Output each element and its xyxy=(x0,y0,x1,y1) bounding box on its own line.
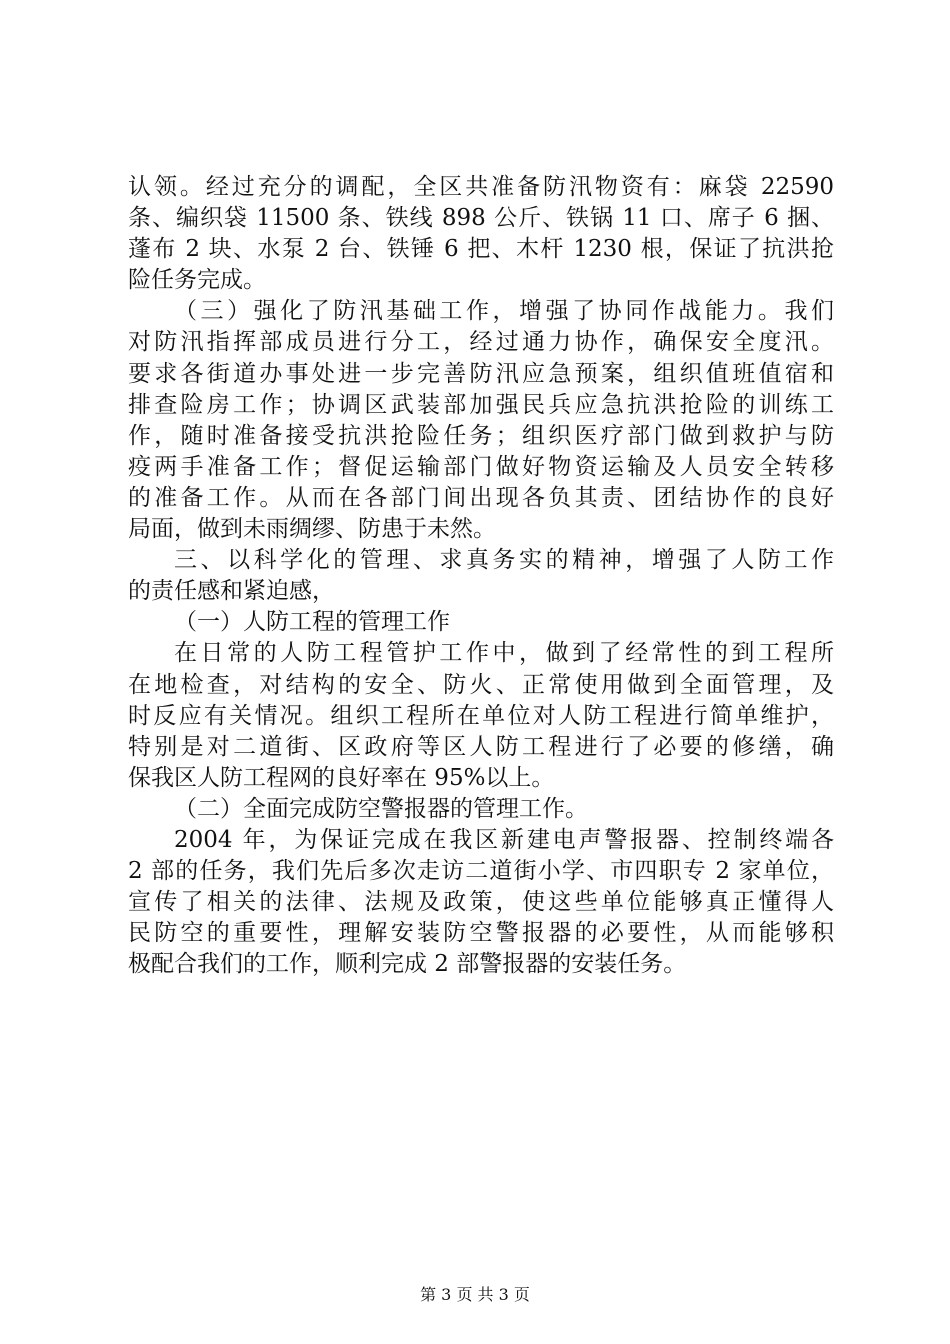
text-line: 在地检查，对结构的安全、防火、正常使用做到全面管理，及 xyxy=(128,671,834,698)
text-line: 极配合我们的工作，顺利完成 2 部警报器的安装任务。 xyxy=(128,951,687,978)
text-line: 局面，做到未雨绸缪、防患于未然。 xyxy=(128,516,496,543)
text-line: （二）全面完成防空警报器的管理工作。 xyxy=(174,795,588,822)
text-line: 对防汛指挥部成员进行分工，经过通力协作，确保安全度汛。 xyxy=(128,329,834,356)
text-line: 保我区人防工程网的良好率在 95%以上。 xyxy=(128,764,555,791)
text-line: 作，随时准备接受抗洪抢险任务；组织医疗部门做到救护与防 xyxy=(128,422,834,449)
page-footer: 第 3 页 共 3 页 xyxy=(420,1285,530,1304)
text-line: 的准备工作。从而在各部门间出现各负其责、团结协作的良好 xyxy=(128,484,834,511)
text-line: 蓬布 2 块、水泵 2 台、铁锤 6 把、木杆 1230 根，保证了抗洪抢 xyxy=(128,236,834,263)
text-line: 2 部的任务，我们先后多次走访二道街小学、市四职专 2 家单位， xyxy=(128,858,834,885)
text-line: 在日常的人防工程管护工作中，做到了经常性的到工程所 xyxy=(174,640,834,667)
body-text xyxy=(128,172,834,980)
text-line: 疫两手准备工作；督促运输部门做好物资运输及人员安全转移 xyxy=(128,453,834,480)
text-line: 的责任感和紧迫感， xyxy=(128,578,335,605)
text-line: 三、以科学化的管理、求真务实的精神，增强了人防工作 xyxy=(174,547,834,574)
text-line: 要求各街道办事处进一步完善防汛应急预案，组织值班值宿和 xyxy=(128,360,834,387)
text-line: 时反应有关情况。组织工程所在单位对人防工程进行简单维护， xyxy=(128,702,834,729)
text-line: 排查险房工作；协调区武装部加强民兵应急抗洪抢险的训练工 xyxy=(128,391,834,418)
text-line: 险任务完成。 xyxy=(128,267,266,294)
text-line: 民防空的重要性，理解安装防空警报器的必要性，从而能够积 xyxy=(128,920,834,947)
text-line: 宣传了相关的法律、法规及政策，使这些单位能够真正懂得人 xyxy=(128,889,834,916)
text-line: 条、编织袋 11500 条、铁线 898 公斤、铁锅 11 口、席子 6 捆、 xyxy=(128,205,834,232)
text-line: （三）强化了防汛基础工作，增强了协同作战能力。我们 xyxy=(174,298,834,325)
text-line: （一）人防工程的管理工作 xyxy=(174,609,450,636)
text-line: 2004 年，为保证完成在我区新建电声警报器、控制终端各 xyxy=(174,826,834,853)
text-line: 认领。经过充分的调配，全区共准备防汛物资有：麻袋 22590 xyxy=(128,174,834,200)
text-line: 特别是对二道街、区政府等区人防工程进行了必要的修缮，确 xyxy=(128,733,834,760)
